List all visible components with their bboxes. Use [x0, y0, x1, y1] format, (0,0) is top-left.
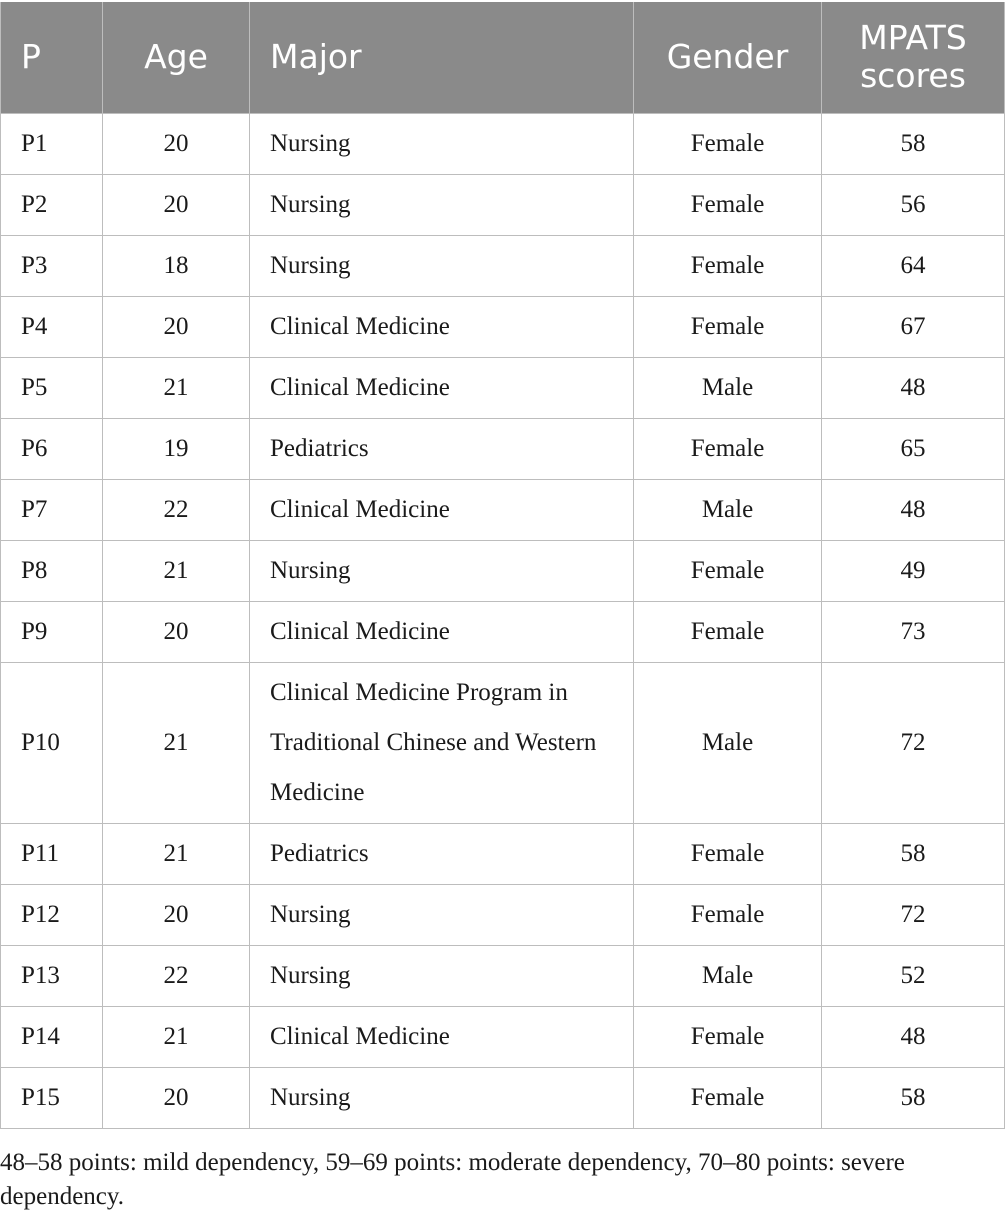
table-row	[1, 884, 1005, 945]
table-row	[1, 113, 1005, 174]
cell-age: 21	[103, 1006, 250, 1067]
table-row	[1, 601, 1005, 662]
cell-score: 49	[822, 540, 1005, 601]
cell-major: Nursing	[250, 235, 634, 296]
cell-p: P7	[1, 479, 103, 540]
cell-gender: Female	[634, 296, 822, 357]
cell-gender: Female	[634, 601, 822, 662]
table-row	[1, 296, 1005, 357]
table-row	[1, 479, 1005, 540]
cell-major: Clinical Medicine	[250, 1006, 634, 1067]
table-row	[1, 945, 1005, 1006]
cell-major: Clinical Medicine	[250, 479, 634, 540]
cell-major: Nursing	[250, 113, 634, 174]
cell-age: 20	[103, 113, 250, 174]
header-age: Age	[103, 2, 250, 113]
participant-table	[0, 2, 1005, 1129]
cell-gender: Female	[634, 1006, 822, 1067]
header-gender: Gender	[634, 2, 822, 113]
cell-gender: Male	[634, 479, 822, 540]
cell-age: 21	[103, 662, 250, 823]
cell-gender: Male	[634, 662, 822, 823]
cell-major: Pediatrics	[250, 418, 634, 479]
table-row	[1, 1067, 1005, 1128]
cell-major: Nursing	[250, 884, 634, 945]
cell-score: 73	[822, 601, 1005, 662]
cell-age: 21	[103, 357, 250, 418]
cell-score: 58	[822, 823, 1005, 884]
cell-age: 21	[103, 540, 250, 601]
cell-gender: Female	[634, 113, 822, 174]
cell-major: Clinical Medicine Program in Traditional Chinese and Western Medicine	[250, 662, 634, 823]
cell-p: P9	[1, 601, 103, 662]
cell-score: 64	[822, 235, 1005, 296]
cell-major: Clinical Medicine	[250, 601, 634, 662]
cell-score: 52	[822, 945, 1005, 1006]
table-row	[1, 357, 1005, 418]
cell-age: 22	[103, 479, 250, 540]
cell-p: P6	[1, 418, 103, 479]
cell-major: Nursing	[250, 174, 634, 235]
cell-p: P11	[1, 823, 103, 884]
table-row	[1, 174, 1005, 235]
cell-p: P3	[1, 235, 103, 296]
cell-age: 19	[103, 418, 250, 479]
cell-p: P10	[1, 662, 103, 823]
table-row	[1, 235, 1005, 296]
cell-age: 18	[103, 235, 250, 296]
table-row	[1, 540, 1005, 601]
cell-p: P4	[1, 296, 103, 357]
header-p: P	[1, 2, 103, 113]
cell-p: P5	[1, 357, 103, 418]
cell-gender: Female	[634, 823, 822, 884]
cell-score: 58	[822, 1067, 1005, 1128]
cell-age: 20	[103, 601, 250, 662]
cell-age: 20	[103, 884, 250, 945]
header-mpats-scores: MPATS scores	[822, 2, 1005, 113]
table-row	[1, 662, 1005, 823]
cell-major: Clinical Medicine	[250, 357, 634, 418]
cell-p: P2	[1, 174, 103, 235]
cell-score: 72	[822, 662, 1005, 823]
cell-age: 20	[103, 1067, 250, 1128]
cell-major: Nursing	[250, 540, 634, 601]
cell-score: 58	[822, 113, 1005, 174]
cell-gender: Female	[634, 174, 822, 235]
cell-age: 22	[103, 945, 250, 1006]
table-row	[1, 823, 1005, 884]
table-footnote: 48–58 points: mild dependency, 59–69 points: moderate dependency, 70–80 points: severe dependency.	[0, 1149, 905, 1210]
header-major: Major	[250, 2, 634, 113]
cell-score: 48	[822, 1006, 1005, 1067]
cell-gender: Female	[634, 418, 822, 479]
cell-gender: Female	[634, 540, 822, 601]
cell-gender: Male	[634, 945, 822, 1006]
cell-p: P14	[1, 1006, 103, 1067]
cell-score: 65	[822, 418, 1005, 479]
cell-major: Nursing	[250, 1067, 634, 1128]
cell-age: 20	[103, 296, 250, 357]
table-header-row	[1, 2, 1005, 113]
cell-p: P8	[1, 540, 103, 601]
cell-gender: Female	[634, 884, 822, 945]
cell-major: Clinical Medicine	[250, 296, 634, 357]
cell-p: P13	[1, 945, 103, 1006]
cell-score: 48	[822, 479, 1005, 540]
cell-score: 48	[822, 357, 1005, 418]
table-row	[1, 418, 1005, 479]
cell-gender: Female	[634, 1067, 822, 1128]
cell-gender: Female	[634, 235, 822, 296]
cell-score: 67	[822, 296, 1005, 357]
cell-score: 56	[822, 174, 1005, 235]
cell-major: Nursing	[250, 945, 634, 1006]
table-row	[1, 1006, 1005, 1067]
cell-p: P15	[1, 1067, 103, 1128]
cell-p: P12	[1, 884, 103, 945]
cell-major: Pediatrics	[250, 823, 634, 884]
cell-gender: Male	[634, 357, 822, 418]
cell-age: 20	[103, 174, 250, 235]
cell-score: 72	[822, 884, 1005, 945]
cell-age: 21	[103, 823, 250, 884]
cell-p: P1	[1, 113, 103, 174]
